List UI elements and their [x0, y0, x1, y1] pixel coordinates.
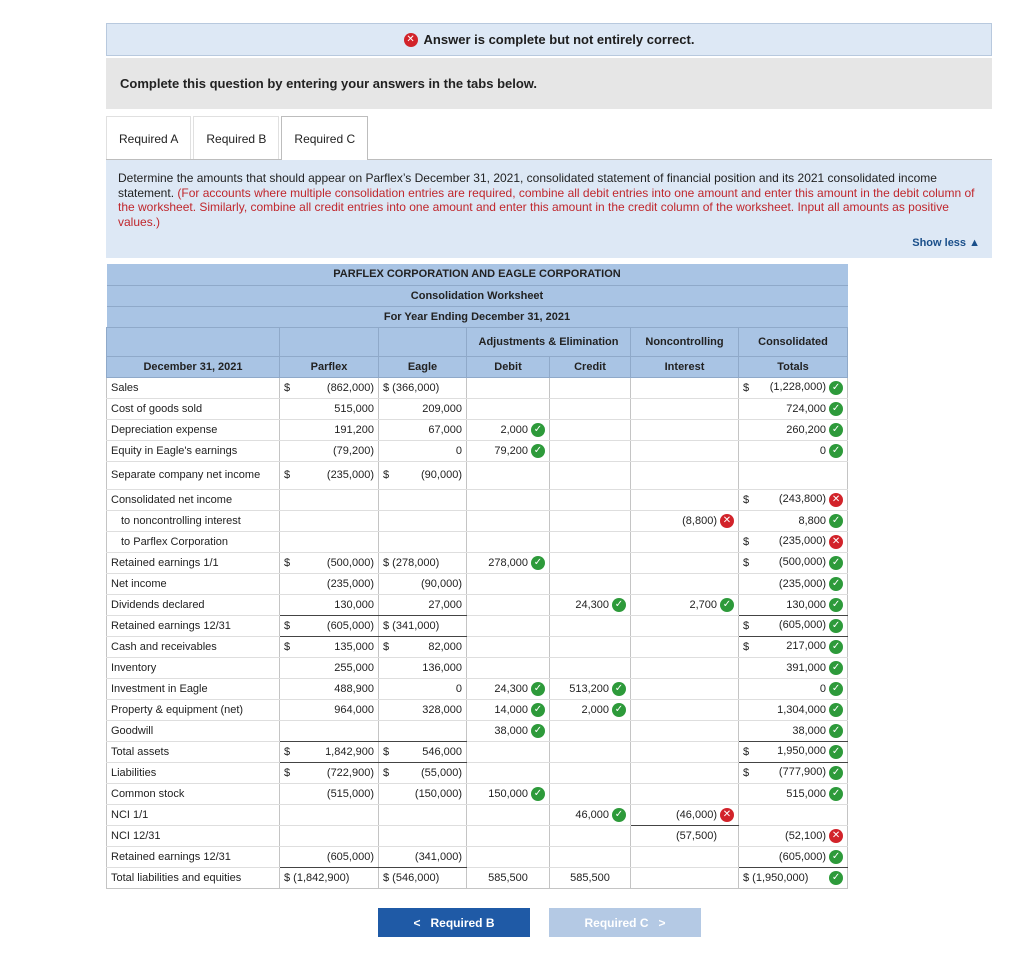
- check-icon: ✓: [531, 556, 545, 570]
- parflex-value[interactable]: 191,200: [280, 419, 379, 440]
- consolidated-value[interactable]: 260,200: [786, 423, 827, 436]
- row-label: to Parflex Corporation: [107, 531, 280, 552]
- eagle-value[interactable]: (90,000): [379, 573, 467, 594]
- debit-value[interactable]: 2,000: [500, 423, 528, 436]
- consolidated-value[interactable]: (605,000): [778, 850, 827, 863]
- parflex-value[interactable]: (862,000): [326, 381, 374, 394]
- next-label: Required C: [584, 915, 649, 930]
- row-label: Cash and receivables: [107, 636, 280, 657]
- parflex-value[interactable]: 135,000: [334, 640, 374, 653]
- row-label: Retained earnings 1/1: [107, 552, 280, 573]
- check-icon: ✓: [829, 871, 843, 885]
- instructions-bar: [106, 58, 992, 109]
- parflex-value[interactable]: (79,200): [280, 440, 379, 461]
- check-icon: ✓: [829, 444, 843, 458]
- parflex-value[interactable]: (605,000): [326, 619, 374, 632]
- row-label: Investment in Eagle: [107, 678, 280, 699]
- worksheet-title: PARFLEX CORPORATION AND EAGLE CORPORATION: [107, 264, 848, 285]
- parflex-value[interactable]: $ (1,842,900): [280, 867, 379, 888]
- debit-total[interactable]: 585,500: [467, 867, 550, 888]
- table-row: [107, 804, 848, 825]
- tab-required-a[interactable]: Required A: [106, 116, 191, 160]
- check-icon: ✓: [612, 598, 626, 612]
- question-panel: [106, 159, 992, 258]
- consolidated-value[interactable]: 8,800: [798, 514, 827, 527]
- parflex-value[interactable]: 488,900: [280, 678, 379, 699]
- check-icon: ✓: [829, 514, 843, 528]
- check-icon: ✓: [612, 682, 626, 696]
- debit-value[interactable]: 14,000: [494, 703, 528, 716]
- check-icon: ✓: [531, 724, 545, 738]
- tab-bar: [106, 116, 370, 160]
- totals-header: Totals: [739, 356, 848, 377]
- credit-header: Credit: [550, 356, 631, 377]
- row-label: NCI 12/31: [107, 825, 280, 846]
- consolidated-value[interactable]: (777,900): [778, 765, 827, 778]
- prev-button[interactable]: [378, 908, 530, 937]
- eagle-value[interactable]: (341,000): [379, 846, 467, 867]
- consolidated-value[interactable]: 0: [819, 682, 827, 695]
- question-text: Determine the amounts that should appear on Parflex’s December 31, 2021, consolidated statement of financial position and its 2021 consolidated income statement.: [118, 171, 937, 200]
- row-label: Total assets: [107, 741, 280, 762]
- row-label: Consolidated net income: [107, 489, 280, 510]
- table-row: [107, 398, 848, 419]
- table-row: [107, 783, 848, 804]
- eagle-value[interactable]: 136,000: [379, 657, 467, 678]
- consolidated-value[interactable]: 724,000: [786, 402, 827, 415]
- parflex-value[interactable]: 515,000: [280, 398, 379, 419]
- check-icon: ✓: [531, 703, 545, 717]
- credit-value[interactable]: 513,200: [569, 682, 609, 695]
- parflex-value[interactable]: 1,842,900: [325, 745, 374, 758]
- incorrect-icon: ✕: [404, 33, 418, 47]
- check-icon: ✓: [531, 423, 545, 437]
- row-label: Equity in Eagle's earnings: [107, 440, 280, 461]
- incorrect-icon: ✕: [829, 493, 843, 507]
- incorrect-icon: ✕: [829, 535, 843, 549]
- consolidated-value[interactable]: 391,000: [786, 661, 827, 674]
- date-header: December 31, 2021: [107, 356, 280, 377]
- row-label: to noncontrolling interest: [107, 510, 280, 531]
- row-label: Retained earnings 12/31: [107, 846, 280, 867]
- check-icon: ✓: [829, 381, 843, 395]
- instructions-text: Complete this question by entering your answers in the tabs below.: [120, 76, 538, 91]
- table-row: [107, 699, 848, 720]
- consolidated-value[interactable]: 130,000: [786, 598, 827, 611]
- debit-value[interactable]: 24,300: [494, 682, 528, 695]
- consolidated-value[interactable]: (235,000): [778, 534, 827, 547]
- consolidation-worksheet: [106, 264, 848, 889]
- row-label: Property & equipment (net): [107, 699, 280, 720]
- check-icon: ✓: [531, 787, 545, 801]
- eagle-value[interactable]: 328,000: [379, 699, 467, 720]
- table-row: Sales $ (862,000) $ (366,000) $ (1,228,000) ✓: [107, 377, 848, 398]
- nci-value[interactable]: (8,800): [682, 514, 717, 527]
- worksheet-period: For Year Ending December 31, 2021: [107, 306, 848, 327]
- consolidated-value[interactable]: (500,000): [778, 555, 827, 568]
- parflex-value[interactable]: 964,000: [280, 699, 379, 720]
- check-icon: ✓: [829, 577, 843, 591]
- table-row: [107, 594, 848, 615]
- check-icon: ✓: [531, 444, 545, 458]
- parflex-value[interactable]: (235,000): [326, 469, 374, 481]
- row-label: Inventory: [107, 657, 280, 678]
- check-icon: ✓: [829, 703, 843, 717]
- table-row: [107, 825, 848, 846]
- parflex-value[interactable]: 255,000: [280, 657, 379, 678]
- row-label: Total liabilities and equities: [107, 867, 280, 888]
- eagle-value[interactable]: 0: [379, 678, 467, 699]
- row-label: Common stock: [107, 783, 280, 804]
- check-icon: ✓: [829, 766, 843, 780]
- row-label: Sales: [107, 377, 280, 398]
- debit-value[interactable]: 79,200: [494, 444, 528, 457]
- consolidated-value[interactable]: 0: [819, 444, 827, 457]
- consolidated-value[interactable]: (1,228,000): [769, 380, 827, 393]
- banner-text: Answer is complete but not entirely correct.: [423, 32, 695, 47]
- show-less-label: Show less: [912, 236, 967, 249]
- row-label: Depreciation expense: [107, 419, 280, 440]
- table-row: [107, 720, 848, 741]
- table-row: Liabilities $ (722,900) $ (55,000) $ (777,900) ✓: [107, 762, 848, 783]
- table-row: [107, 419, 848, 440]
- tab-required-c[interactable]: Required C: [281, 116, 368, 160]
- debit-header: Debit: [467, 356, 550, 377]
- check-icon: ✓: [829, 640, 843, 654]
- eagle-value[interactable]: 67,000: [379, 419, 467, 440]
- check-icon: ✓: [829, 619, 843, 633]
- nci-header: Noncontrolling: [631, 327, 739, 356]
- row-label: Cost of goods sold: [107, 398, 280, 419]
- table-row: Cash and receivables $ 135,000 $ 82,000 $ 217,000 ✓: [107, 636, 848, 657]
- caret-up-icon: ▲: [969, 236, 980, 249]
- check-icon: ✓: [829, 724, 843, 738]
- row-label: Net income: [107, 573, 280, 594]
- parflex-value[interactable]: 130,000: [280, 594, 379, 615]
- check-icon: ✓: [829, 661, 843, 675]
- eagle-value[interactable]: 0: [379, 440, 467, 461]
- chevron-left-icon: <: [413, 915, 421, 930]
- table-row: [107, 510, 848, 531]
- table-row: Consolidated net income $ (243,800) ✕: [107, 489, 848, 510]
- eagle-value[interactable]: $ (546,000): [379, 867, 467, 888]
- table-row: [107, 657, 848, 678]
- consolidated-header: Consolidated: [739, 327, 848, 356]
- nci-value[interactable]: 2,700: [689, 598, 717, 611]
- row-label: NCI 1/1: [107, 804, 280, 825]
- table-row: Separate company net income $ (235,000) $ (90,000): [107, 461, 848, 489]
- parflex-value[interactable]: (722,900): [326, 766, 374, 779]
- interest-header: Interest: [631, 356, 739, 377]
- eagle-value[interactable]: $ (278,000): [379, 552, 467, 573]
- prev-label: Required B: [430, 915, 495, 930]
- incorrect-icon: ✕: [720, 808, 734, 822]
- check-icon: ✓: [829, 556, 843, 570]
- eagle-value[interactable]: 546,000: [422, 745, 462, 758]
- eagle-value[interactable]: 209,000: [379, 398, 467, 419]
- parflex-value[interactable]: (235,000): [280, 573, 379, 594]
- eagle-value[interactable]: $ (366,000): [379, 377, 467, 398]
- question-note: (For accounts where multiple consolidation entries are required, combine all debit entries into one amount and enter this amount in the debit column of the worksheet. Similarly, combine all credit entries into one amount and enter this amount in the credit column of the worksheet. Input all amounts as positive values.): [118, 185, 975, 229]
- table-row: to Parflex Corporation $ (235,000) ✕: [107, 531, 848, 552]
- incorrect-icon: ✕: [720, 514, 734, 528]
- check-icon: ✓: [829, 682, 843, 696]
- parflex-value[interactable]: (515,000): [280, 783, 379, 804]
- eagle-header: Eagle: [379, 356, 467, 377]
- table-row: [107, 573, 848, 594]
- table-row: [107, 678, 848, 699]
- debit-value[interactable]: 278,000: [488, 556, 528, 569]
- consolidated-value[interactable]: 515,000: [786, 787, 827, 800]
- debit-value[interactable]: 150,000: [488, 787, 528, 800]
- table-row: [107, 867, 848, 888]
- consolidated-value[interactable]: (235,000): [778, 577, 827, 590]
- check-icon: ✓: [829, 598, 843, 612]
- incorrect-icon: ✕: [829, 829, 843, 843]
- check-icon: ✓: [531, 682, 545, 696]
- credit-value[interactable]: 46,000: [575, 808, 609, 821]
- eagle-value[interactable]: (90,000): [421, 469, 462, 481]
- debit-value[interactable]: 38,000: [494, 724, 528, 737]
- check-icon: ✓: [829, 402, 843, 416]
- check-icon: ✓: [612, 808, 626, 822]
- consolidated-value[interactable]: 1,304,000: [777, 703, 827, 716]
- parflex-value[interactable]: (500,000): [326, 556, 374, 569]
- eagle-value[interactable]: (150,000): [379, 783, 467, 804]
- credit-value[interactable]: 2,000: [581, 703, 609, 716]
- tab-required-b[interactable]: Required B: [193, 116, 279, 160]
- eagle-value[interactable]: 27,000: [379, 594, 467, 615]
- eagle-value[interactable]: 82,000: [428, 640, 462, 653]
- row-label: Liabilities: [107, 762, 280, 783]
- consolidated-value[interactable]: 217,000: [786, 639, 827, 652]
- consolidated-value[interactable]: (243,800): [778, 492, 827, 505]
- eagle-value[interactable]: $ (341,000): [379, 615, 467, 636]
- consolidated-value[interactable]: 38,000: [792, 724, 827, 737]
- credit-value[interactable]: 24,300: [575, 598, 609, 611]
- next-button[interactable]: [549, 908, 701, 937]
- table-row: [107, 440, 848, 461]
- parflex-header: Parflex: [280, 356, 379, 377]
- row-label: Retained earnings 12/31: [107, 615, 280, 636]
- consolidated-value[interactable]: (52,100): [785, 829, 827, 842]
- row-label: Goodwill: [107, 720, 280, 741]
- check-icon: ✓: [829, 850, 843, 864]
- check-icon: ✓: [720, 598, 734, 612]
- check-icon: ✓: [612, 703, 626, 717]
- result-banner: [106, 23, 992, 56]
- show-less-link[interactable]: [912, 236, 980, 251]
- table-row: Retained earnings 1/1 $ (500,000) $ (278,000) 278,000 ✓ $ (500,000) ✓: [107, 552, 848, 573]
- consolidated-value[interactable]: 1,950,000: [777, 744, 827, 757]
- check-icon: ✓: [829, 787, 843, 801]
- row-label: Separate company net income: [107, 461, 280, 489]
- check-icon: ✓: [829, 423, 843, 437]
- parflex-value[interactable]: (605,000): [280, 846, 379, 867]
- table-row: Total assets $ 1,842,900 $ 546,000 $ 1,950,000 ✓: [107, 741, 848, 762]
- credit-total[interactable]: 585,500: [550, 867, 631, 888]
- row-label: Dividends declared: [107, 594, 280, 615]
- nci-value[interactable]: (46,000): [676, 808, 717, 821]
- adj-header: Adjustments & Elimination: [467, 327, 631, 356]
- table-row: Retained earnings 12/31 $ (605,000) $ (341,000) $ (605,000) ✓: [107, 615, 848, 636]
- check-icon: ✓: [829, 745, 843, 759]
- table-row: [107, 846, 848, 867]
- nci-value[interactable]: (57,500): [676, 829, 717, 842]
- consolidated-value[interactable]: (605,000): [778, 618, 827, 631]
- consolidated-value[interactable]: $ (1,950,000): [743, 871, 809, 884]
- chevron-right-icon: >: [658, 915, 666, 930]
- eagle-value[interactable]: (55,000): [421, 766, 462, 779]
- worksheet-subtitle: Consolidation Worksheet: [107, 285, 848, 306]
